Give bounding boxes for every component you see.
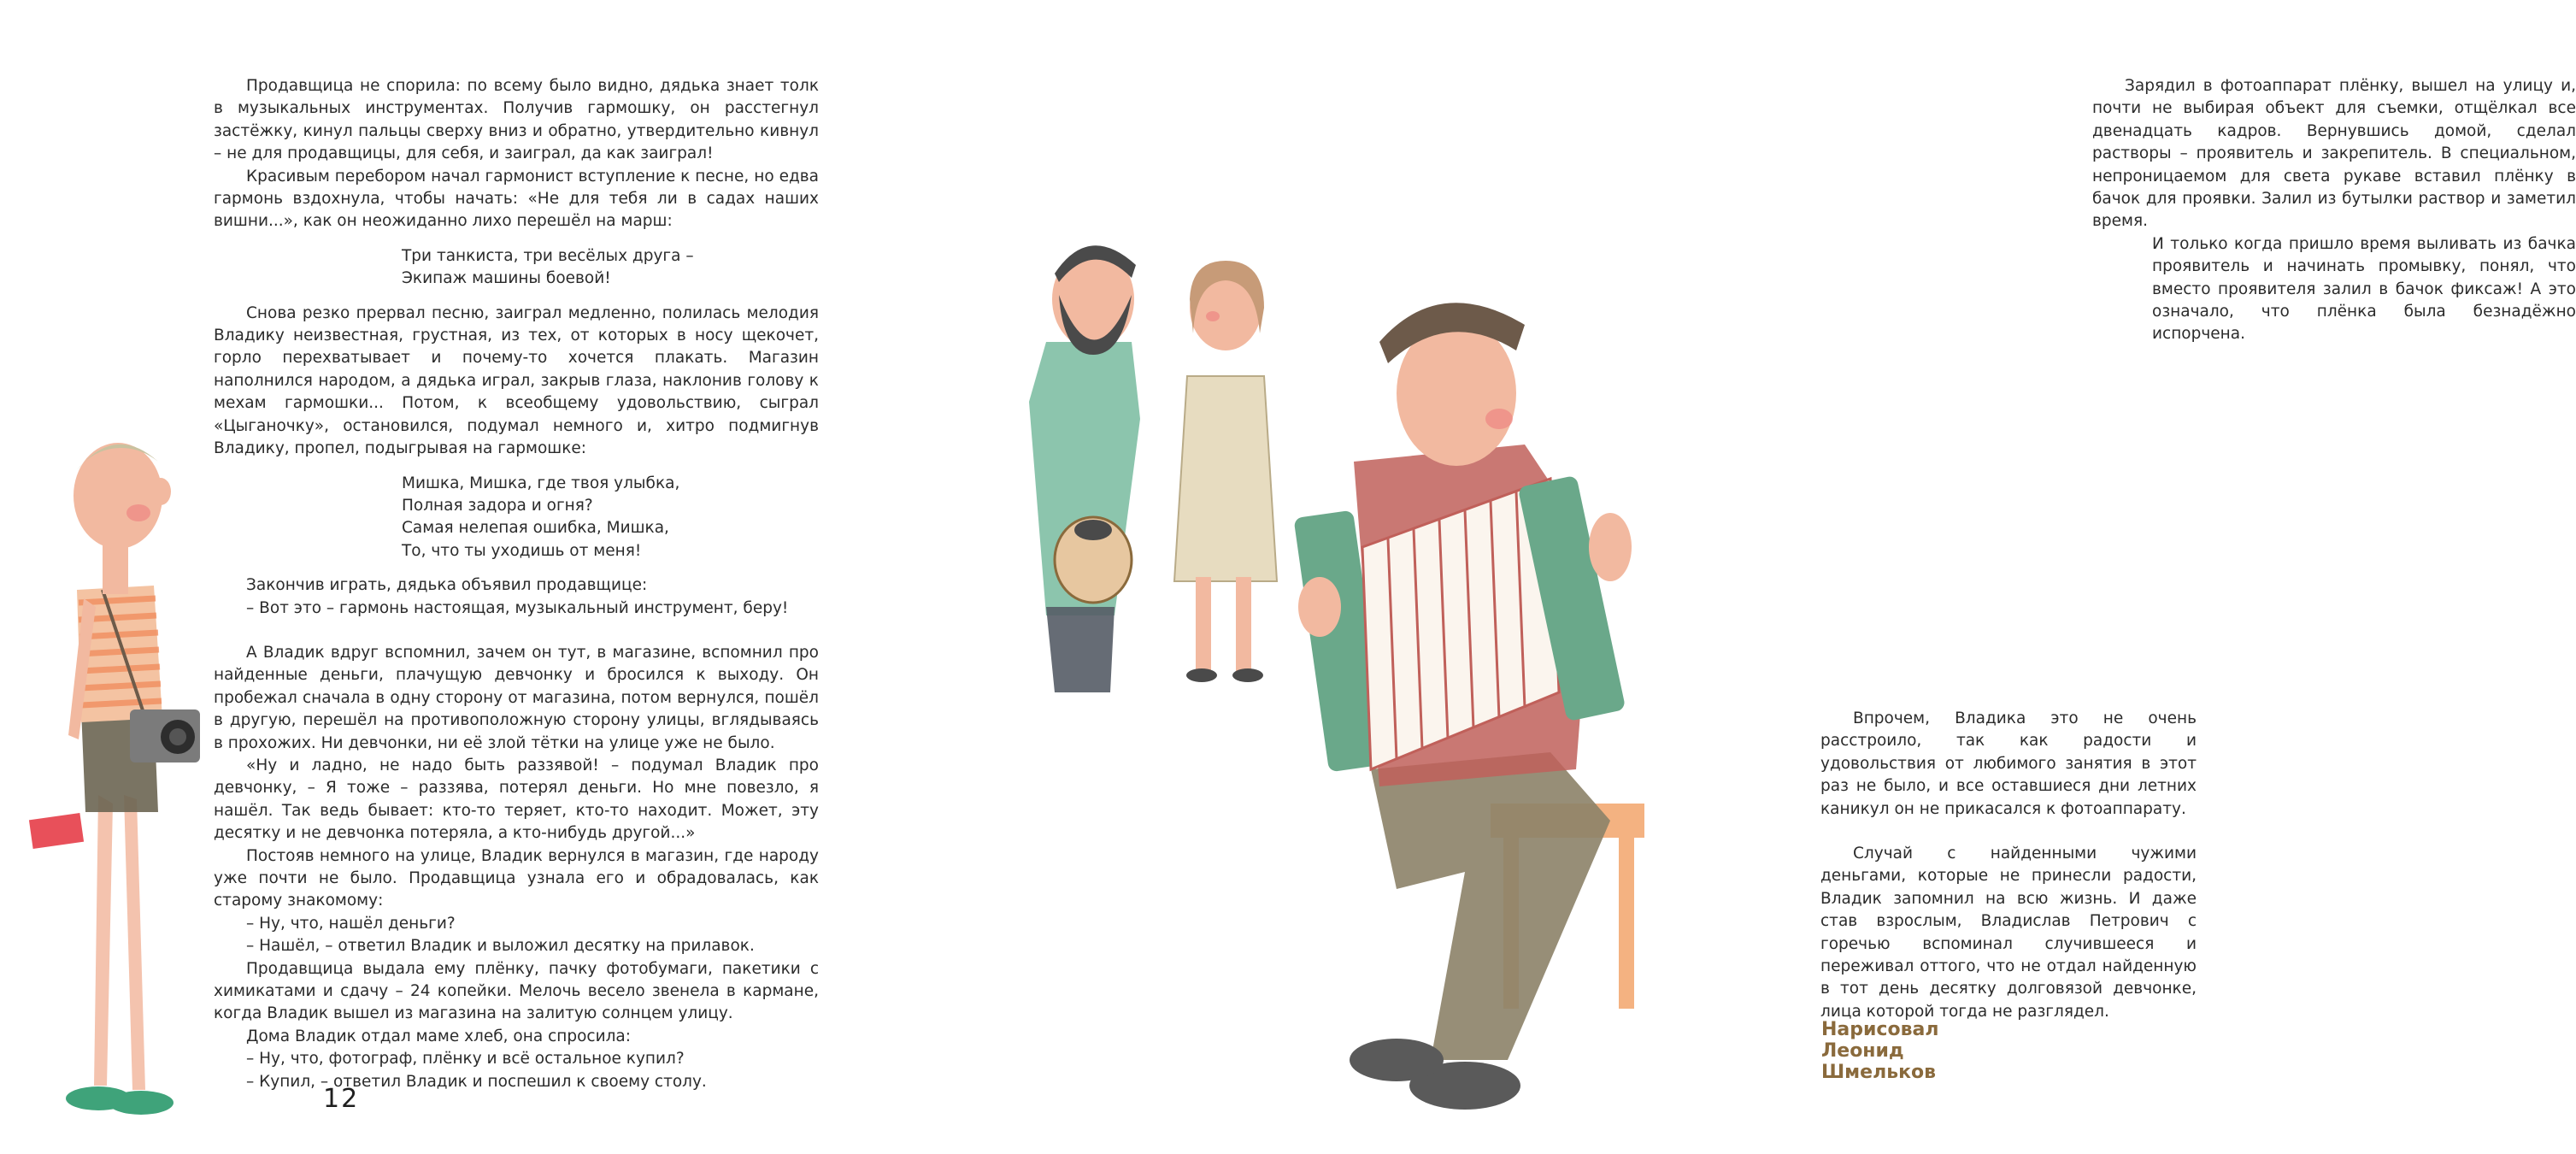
page-number: 12 — [323, 1084, 360, 1114]
verse-line: То, что ты уходишь от меня! — [402, 541, 642, 560]
left-page-text — [214, 75, 819, 1093]
illustrator-credit: Нарисовал Леонид Шмельков — [1821, 1019, 1939, 1083]
paragraph: Красивым перебором начал гармонист вступление к песне, но едва гармонь вздохнула, чтобы начать: «Не для тебя ли в садах наших вишни...», как он неожиданно лихо перешёл на марш: — [214, 167, 819, 231]
paragraph: Снова резко прервал песню, заиграл медленно, полилась мелодия Владику неизвестная, грустная, из тех, от которых в носу щекочет, горло перехватывает и почему-то хочется плакать. Магазин наполнился народом, а дядька играл, закрыв глаза, наклонив голову к мехам гармошки... Потом, к всеобщему удовольствию, сыграл «Цыганочку», остановился, подумал немного и, хитро подмигнув Владику, пропел, подыгрывая на гармошке: — [214, 303, 819, 458]
boy-with-camera-illustration — [17, 427, 222, 1137]
couple-illustration — [1012, 214, 1303, 701]
paragraph: – Нашёл, – ответил Владик и выложил десятку на прилавок. — [246, 937, 755, 956]
verse-line: Мишка, Мишка, где твоя улыбка, — [402, 474, 680, 492]
paragraph: Случай с найденными чужими деньгами, которые не принесли радости, Владик запомнил на всю жизнь. И даже став взрослым, Владислав Петрович с горечью вспоминал случившееся и переживал оттого, что не отдал найденную в тот день десятку долговязой девчонке, лица которой тогда не разглядел. — [1820, 845, 2197, 1021]
paragraph: – Купил, – ответил Владик и поспешил к своему столу. — [246, 1072, 707, 1091]
paragraph: Продавщица выдала ему плёнку, пачку фотобумаги, пакетики с химикатами и сдачу – 24 копейки. Мелочь весело звенела в кармане, когда Владик вышел из магазина на залитую солнцем улицу. — [214, 959, 819, 1023]
song-verse-tankists — [402, 245, 819, 291]
paragraph: – Вот это – гармонь настоящая, музыкальный инструмент, беру! — [246, 598, 789, 617]
right-page-top-text — [2092, 75, 2576, 346]
paragraph: Постояв немного на улице, Владик вернулся в магазин, где народу уже почти не было. Продавщица узнала его и обрадовалась, как старому знакомому: — [214, 846, 819, 910]
paragraph: Дома Владик отдал маме хлеб, она спросила: — [246, 1027, 631, 1045]
verse-line: Три танкиста, три весёлых друга – — [402, 246, 694, 265]
right-page-bottom-text — [1820, 708, 2197, 1023]
paragraph: А Владик вдруг вспомнил, зачем он тут, в магазине, вспомнил про найденные деньги, плачущую девчонку и бросился к выходу. Он пробежал сначала в одну сторону от магазина, потом вернулся, пошёл в другую, перешёл на противоположную сторону улицы, вглядываясь в прохожих. Ни девчонки, ни её злой тётки на улице уже не было. — [214, 643, 819, 752]
verse-line: Самая нелепая ошибка, Мишка, — [402, 519, 669, 538]
verse-line: Экипаж машины боевой! — [402, 269, 611, 288]
left-page — [0, 0, 875, 1154]
right-page — [875, 0, 2576, 1154]
accordion-player-illustration — [1268, 291, 1747, 1145]
paragraph: Продавщица не спорила: по всему было видно, дядька знает толк в музыкальных инструментах. Получив гармошку, он расстегнул застёжку, кинул пальцы сверху вниз и обратно, утвердительно кивнул – не для продавщицы, для себя, и заиграл, да как заиграл! — [214, 77, 819, 163]
paragraph: Зарядил в фотоаппарат плёнку, вышел на улицу и, почти не выбирая объект для съемки, отщёлкал все двенадцать кадров. Вернувшись домой, сделал растворы – проявитель и закрепитель. В специальном, непроницаемом для света рукаве вставил плёнку в бачок для проявки. Залил из бутылки раствор и заметил время. — [2092, 77, 2576, 231]
paragraph: Впрочем, Владика это не очень расстроило, так как радости и удовольствия от любимого занятия в этот раз не было, и все оставшиеся дни летних каникул он не прикасался к фотоаппарату. — [1820, 709, 2197, 818]
paragraph: – Ну, что, нашёл деньги? — [246, 914, 456, 933]
paragraph: – Ну, что, фотограф, плёнку и всё остальное купил? — [246, 1050, 685, 1069]
paragraph: Закончив играть, дядька объявил продавщице: — [246, 576, 648, 595]
verse-line: Полная задора и огня? — [402, 496, 593, 515]
paragraph: «Ну и ладно, не надо быть раззявой! – подумал Владик про девчонку, – Я тоже – раззява, потерял деньги. Но мне повезло, я нашёл. Так ведь бывает: кто-то теряет, кто-то находит. Может, эту десятку и не девчонка потеряла, а кто-нибудь другой...» — [214, 756, 819, 843]
song-verse-mishka — [402, 473, 819, 563]
paragraph: И только когда пришло время выливать из бачка проявитель и начинать промывку, понял, что вместо проявителя залил в бачок фиксаж! А это означало, что плёнка была безнадёжно испорчена. — [2152, 234, 2576, 344]
